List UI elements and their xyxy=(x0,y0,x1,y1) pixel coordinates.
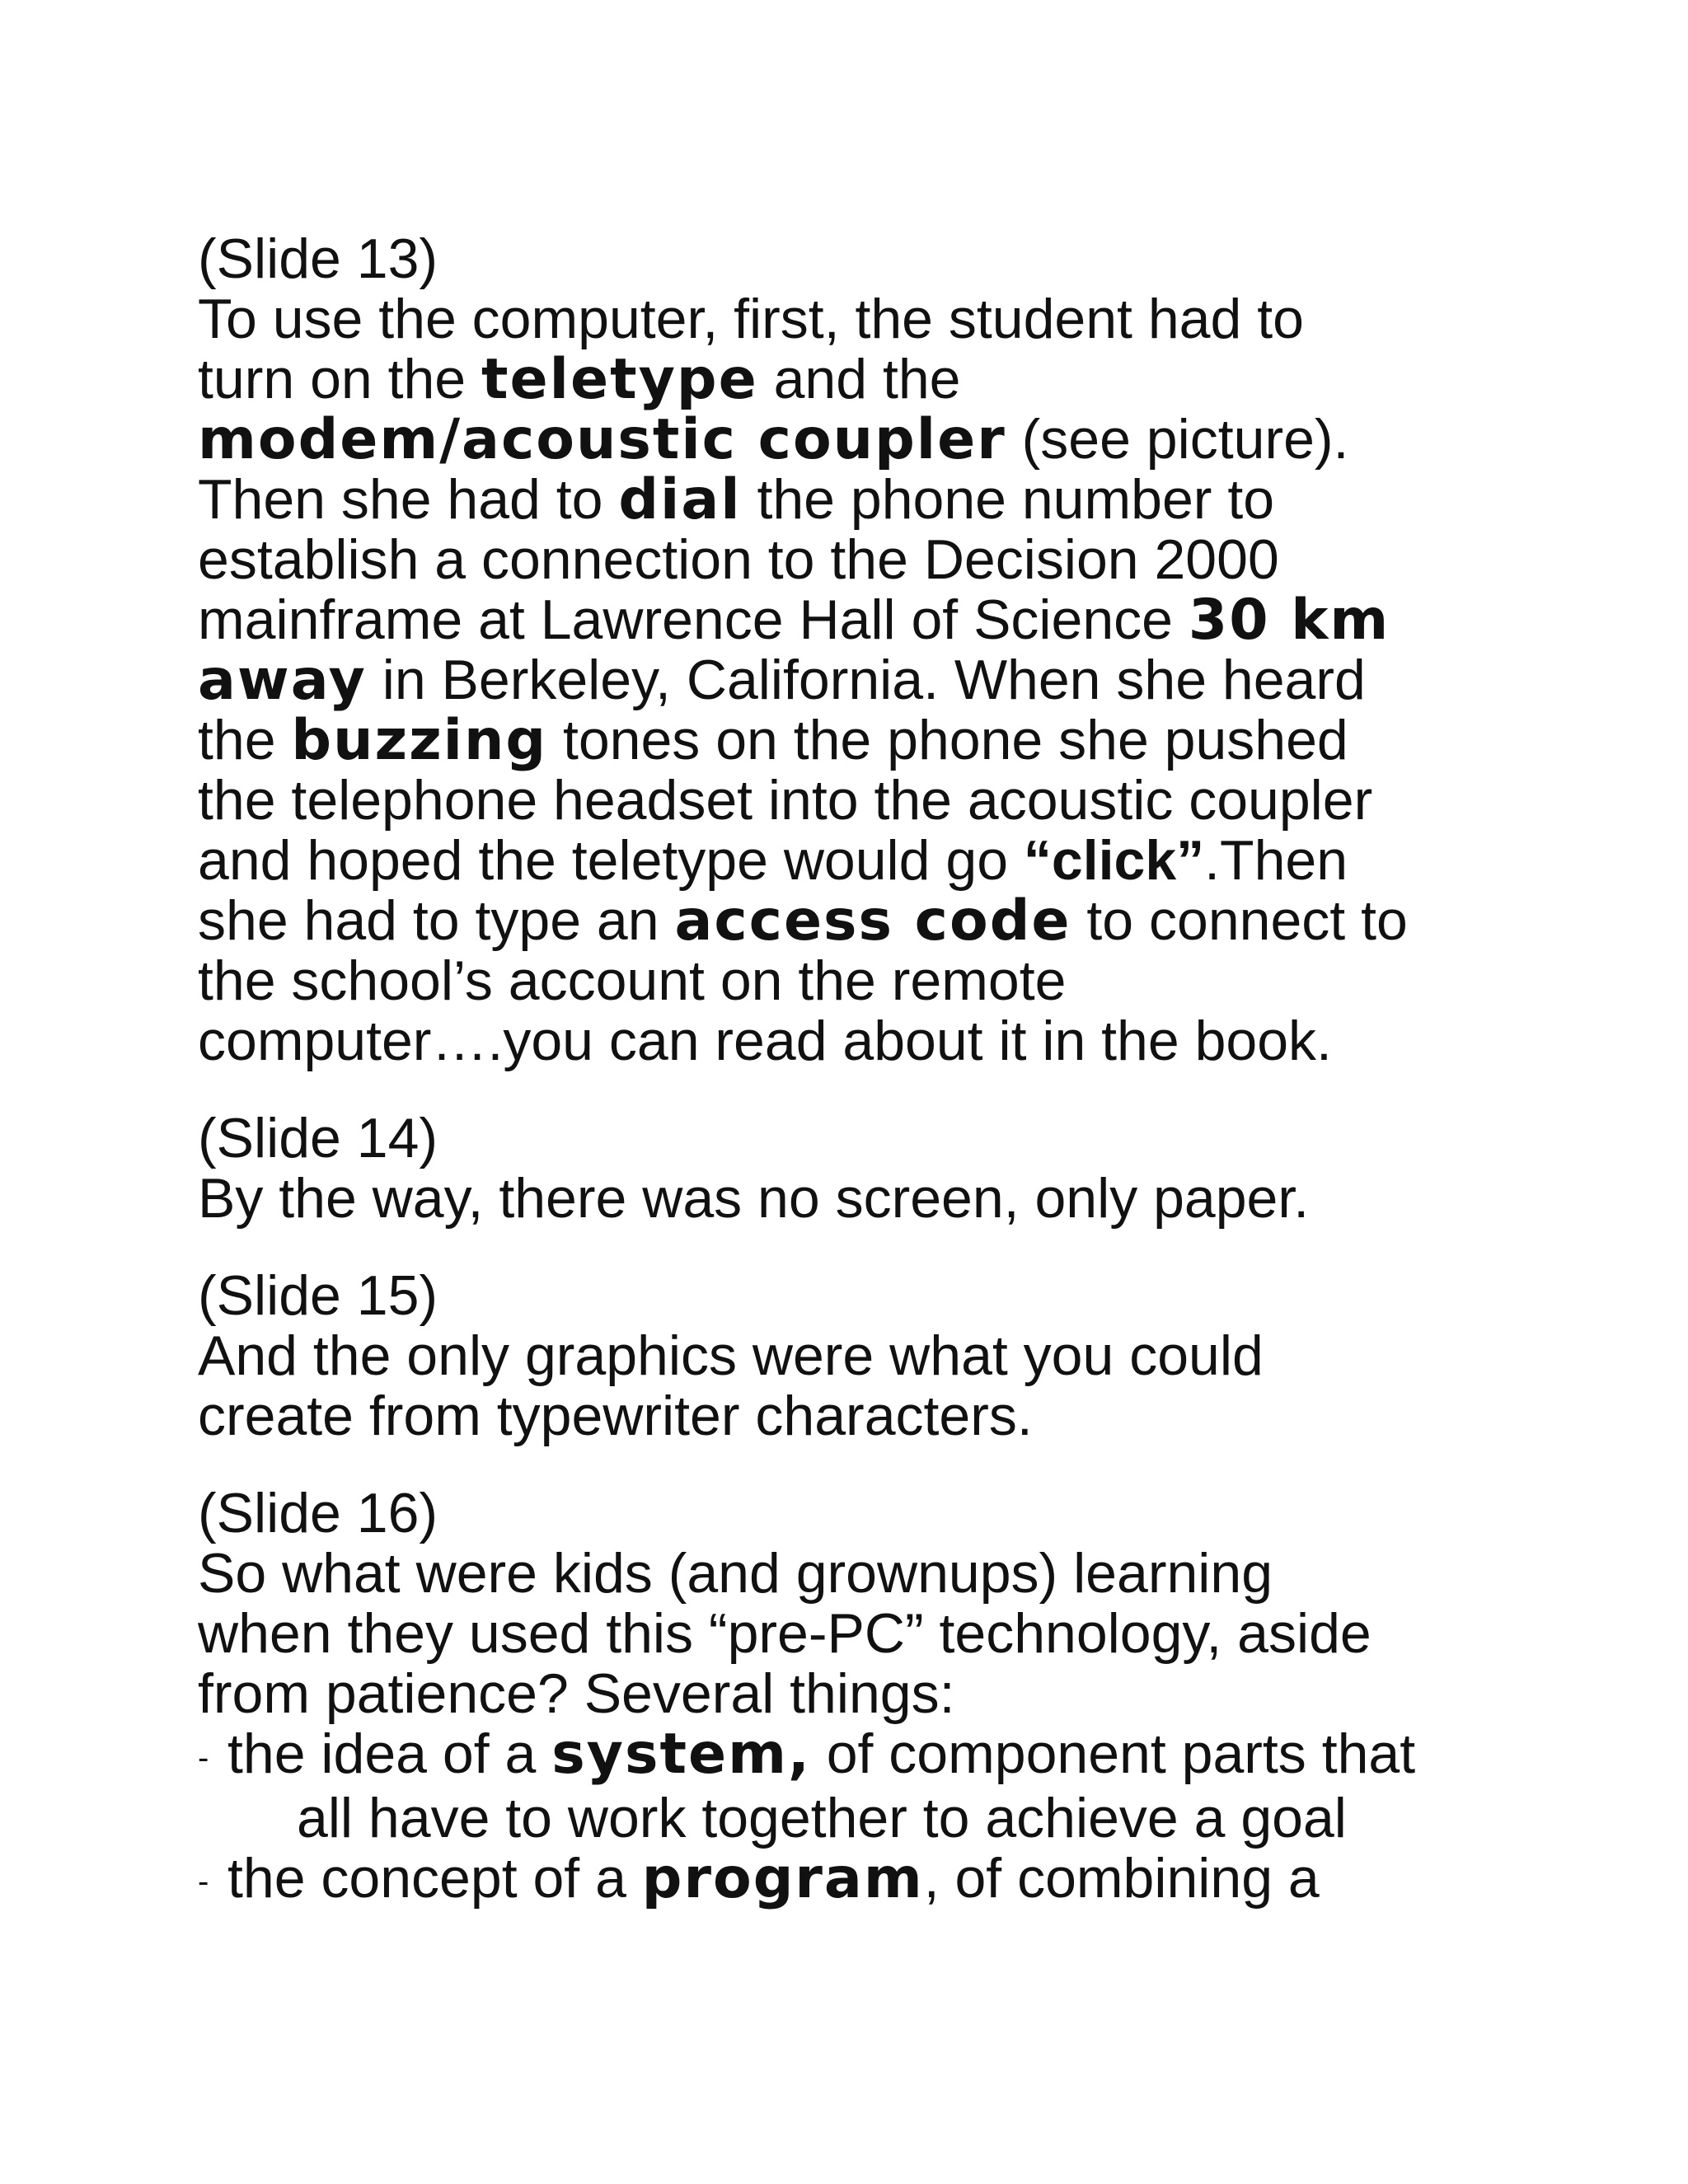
list-item-continuation: all have to work together to achieve a goal xyxy=(297,1786,1347,1849)
text-run: the xyxy=(198,709,292,771)
list-item xyxy=(198,1845,1533,1913)
paragraph-line xyxy=(198,888,1533,954)
slide-14-heading: (Slide 14) xyxy=(198,1107,438,1169)
text-run: the idea of a xyxy=(227,1722,552,1785)
paragraph-line: when they used this “pre-PC” technology, aside xyxy=(198,1602,1372,1665)
text-run: tones on the phone she pushed xyxy=(547,709,1348,771)
emphasis-away: away xyxy=(198,648,367,713)
text-run: , of combining a xyxy=(923,1846,1320,1910)
slide-16-heading: (Slide 16) xyxy=(198,1482,438,1544)
paragraph-line: By the way, there was no screen, only paper. xyxy=(198,1167,1310,1230)
text-run: Then she had to xyxy=(198,468,619,531)
paragraph-line: create from typewriter characters. xyxy=(198,1385,1033,1447)
text-run: and the xyxy=(757,348,961,410)
slide-15-heading: (Slide 15) xyxy=(198,1264,438,1327)
text-run: turn on the xyxy=(198,348,482,410)
list-item xyxy=(198,1724,1533,1788)
emphasis-dial: dial xyxy=(618,467,742,532)
text-run: and hoped the teletype would go xyxy=(198,829,1024,892)
emphasis-buzzing: buzzing xyxy=(291,708,548,773)
emphasis-modem: modem/acoustic coupler xyxy=(198,407,1006,472)
text-run: in Berkeley, California. When she heard xyxy=(366,649,1366,711)
paragraph-line: And the only graphics were what you could xyxy=(198,1324,1264,1387)
emphasis-program: program xyxy=(641,1845,924,1911)
paragraph-line xyxy=(198,831,1533,891)
paragraph-line: computer….you can read about it in the book. xyxy=(198,1010,1332,1072)
slide-13-heading: (Slide 13) xyxy=(198,227,438,290)
bullet-dash-icon: - xyxy=(198,1863,209,1900)
text-run: (see picture). xyxy=(1006,408,1349,471)
paragraph-line xyxy=(198,349,1533,410)
slide-14-section xyxy=(198,1108,1533,1229)
text-run: the phone number to xyxy=(741,468,1275,531)
paragraph-line: from patience? Several things: xyxy=(198,1662,955,1725)
paragraph-line: establish a connection to the Decision 2000 xyxy=(198,528,1279,591)
slide-13-section xyxy=(198,229,1533,1071)
paragraph-line xyxy=(198,648,1533,713)
bullet-dash-icon: - xyxy=(198,1739,209,1776)
text-run: she had to type an xyxy=(198,889,675,952)
paragraph-line: the school’s account on the remote xyxy=(198,949,1067,1012)
slide-15-section xyxy=(198,1266,1533,1446)
emphasis-system: system, xyxy=(551,1722,811,1787)
document-page xyxy=(198,229,1533,1949)
slide-16-section xyxy=(198,1483,1533,1912)
text-run: of component parts that xyxy=(810,1722,1416,1785)
paragraph-line: To use the computer, first, the student had to xyxy=(198,288,1304,350)
paragraph-line xyxy=(198,588,1533,653)
emphasis-click: “click” xyxy=(1023,829,1205,892)
paragraph-line: So what were kids (and grownups) learning xyxy=(198,1542,1273,1605)
emphasis-distance: 30 km xyxy=(1188,588,1390,653)
paragraph-line xyxy=(198,467,1533,532)
text-run: .Then xyxy=(1204,829,1348,892)
paragraph-line xyxy=(198,407,1533,472)
emphasis-access-code: access code xyxy=(674,888,1071,954)
text-run: the concept of a xyxy=(227,1846,642,1910)
emphasis-teletype: teletype xyxy=(481,347,758,412)
paragraph-line: the telephone headset into the acoustic coupler xyxy=(198,769,1373,832)
text-run: to connect to xyxy=(1071,889,1408,952)
text-run: mainframe at Lawrence Hall of Science xyxy=(198,588,1189,651)
paragraph-line xyxy=(198,710,1533,771)
